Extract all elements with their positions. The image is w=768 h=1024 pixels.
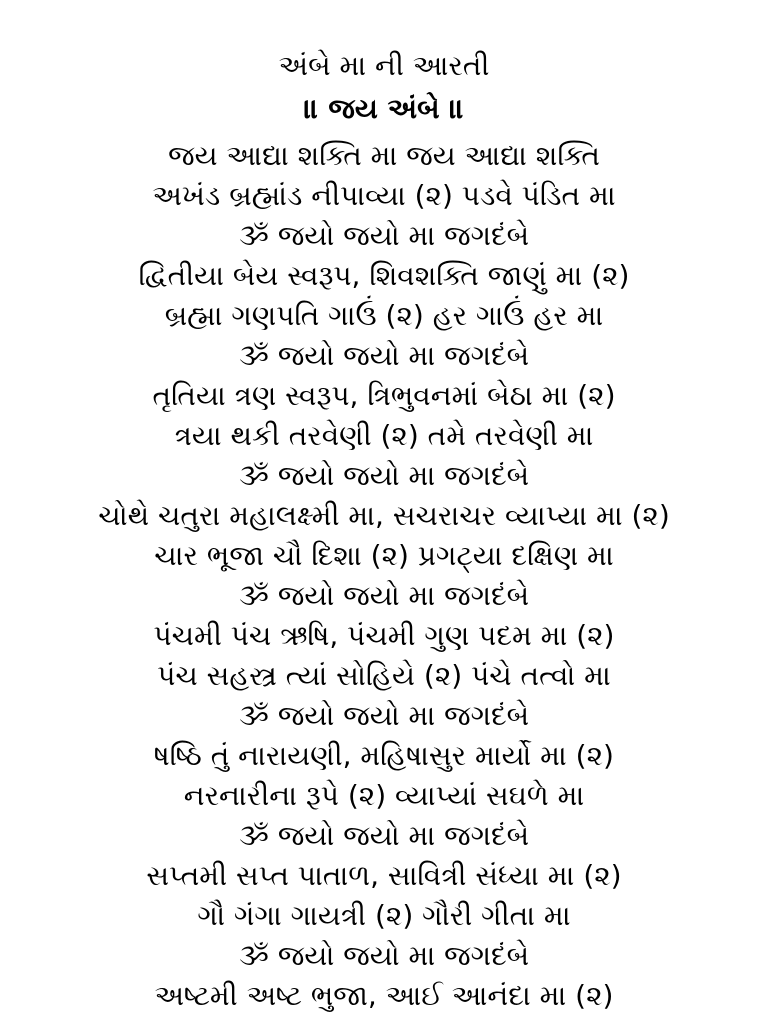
chorus-line: ૐ જયો જયો મા જગદંબે — [238, 819, 530, 852]
page-title: અંબે મા ની આરતી — [278, 49, 490, 82]
chorus-line: ૐ જયો જયો મા જગદંબે — [238, 939, 530, 972]
chorus-line: ૐ જયો જયો મા જગદંબે — [238, 699, 530, 732]
verse-line: પંચ સહસ્ત્ર ત્યાં સોહિયે (૨) પંચે તત્વો મા — [157, 659, 611, 692]
verse-line: તૃતિયા ત્રણ સ્વરૂપ, ત્રિભુવનમાં બેઠા મા (૨) — [152, 379, 616, 412]
page-subtitle: ॥ જય અંબે ॥ — [303, 92, 465, 125]
chorus-line: ૐ જયો જયો મા જગદંબે — [238, 579, 530, 612]
verse-line: બ્રહ્મા ગણપતિ ગાઉં (૨) હર ગાઉં હર મા — [164, 299, 604, 332]
verse-line: સપ્તમી સપ્ત પાતાળ, સાવિત્રી સંધ્યા મા (૨) — [146, 859, 622, 892]
verse-line: અષ્ટમી અષ્ટ ભુજા, આઈ આનંદા મા (૨) — [154, 979, 614, 1012]
verse-list — [0, 136, 768, 1016]
verse-line: દ્વિતીયા બેય સ્વરૂપ, શિવશક્તિ જાણું મા (૨) — [138, 259, 630, 292]
verse-line: ષષ્ઠિ તું નારાયણી, મહિષાસુર માર્યો મા (૨) — [154, 739, 614, 772]
chorus-line: ૐ જયો જયો મા જગદંબે — [238, 339, 530, 372]
chorus-line: ૐ જયો જયો મા જગદંબે — [238, 459, 530, 492]
verse-line: જય આદ્યા શક્તિ મા જય આદ્યા શક્તિ — [168, 139, 600, 172]
verse-line: ગૌ ગંગા ગાયત્રી (૨) ગૌરી ગીતા મા — [197, 899, 571, 932]
chorus-line: ૐ જયો જયો મા જગદંબે — [238, 219, 530, 252]
verse-line: ચાર ભૂજા ચૌ દિશા (૨) પ્રગટ્યા દક્ષિણ મા — [154, 539, 614, 572]
verse-line: નરનારીના રૂપે (૨) વ્યાપ્યાં સઘળે મા — [183, 779, 585, 812]
verse-line: અખંડ બ્રહ્માંડ નીપાવ્યા (૨) પડવે પંડિત મા — [152, 179, 616, 212]
verse-line: ચોથે ચતુરા મહાલક્ષ્મી મા, સચરાચર વ્યાપ્યા મા (૨) — [98, 499, 670, 532]
verse-line: ત્રયા થકી તરવેણી (૨) તમે તરવેણી મા — [174, 419, 594, 452]
verse-line: પંચમી પંચ ઋષિ, પંચમી ગુણ પદમ મા (૨) — [153, 619, 615, 652]
